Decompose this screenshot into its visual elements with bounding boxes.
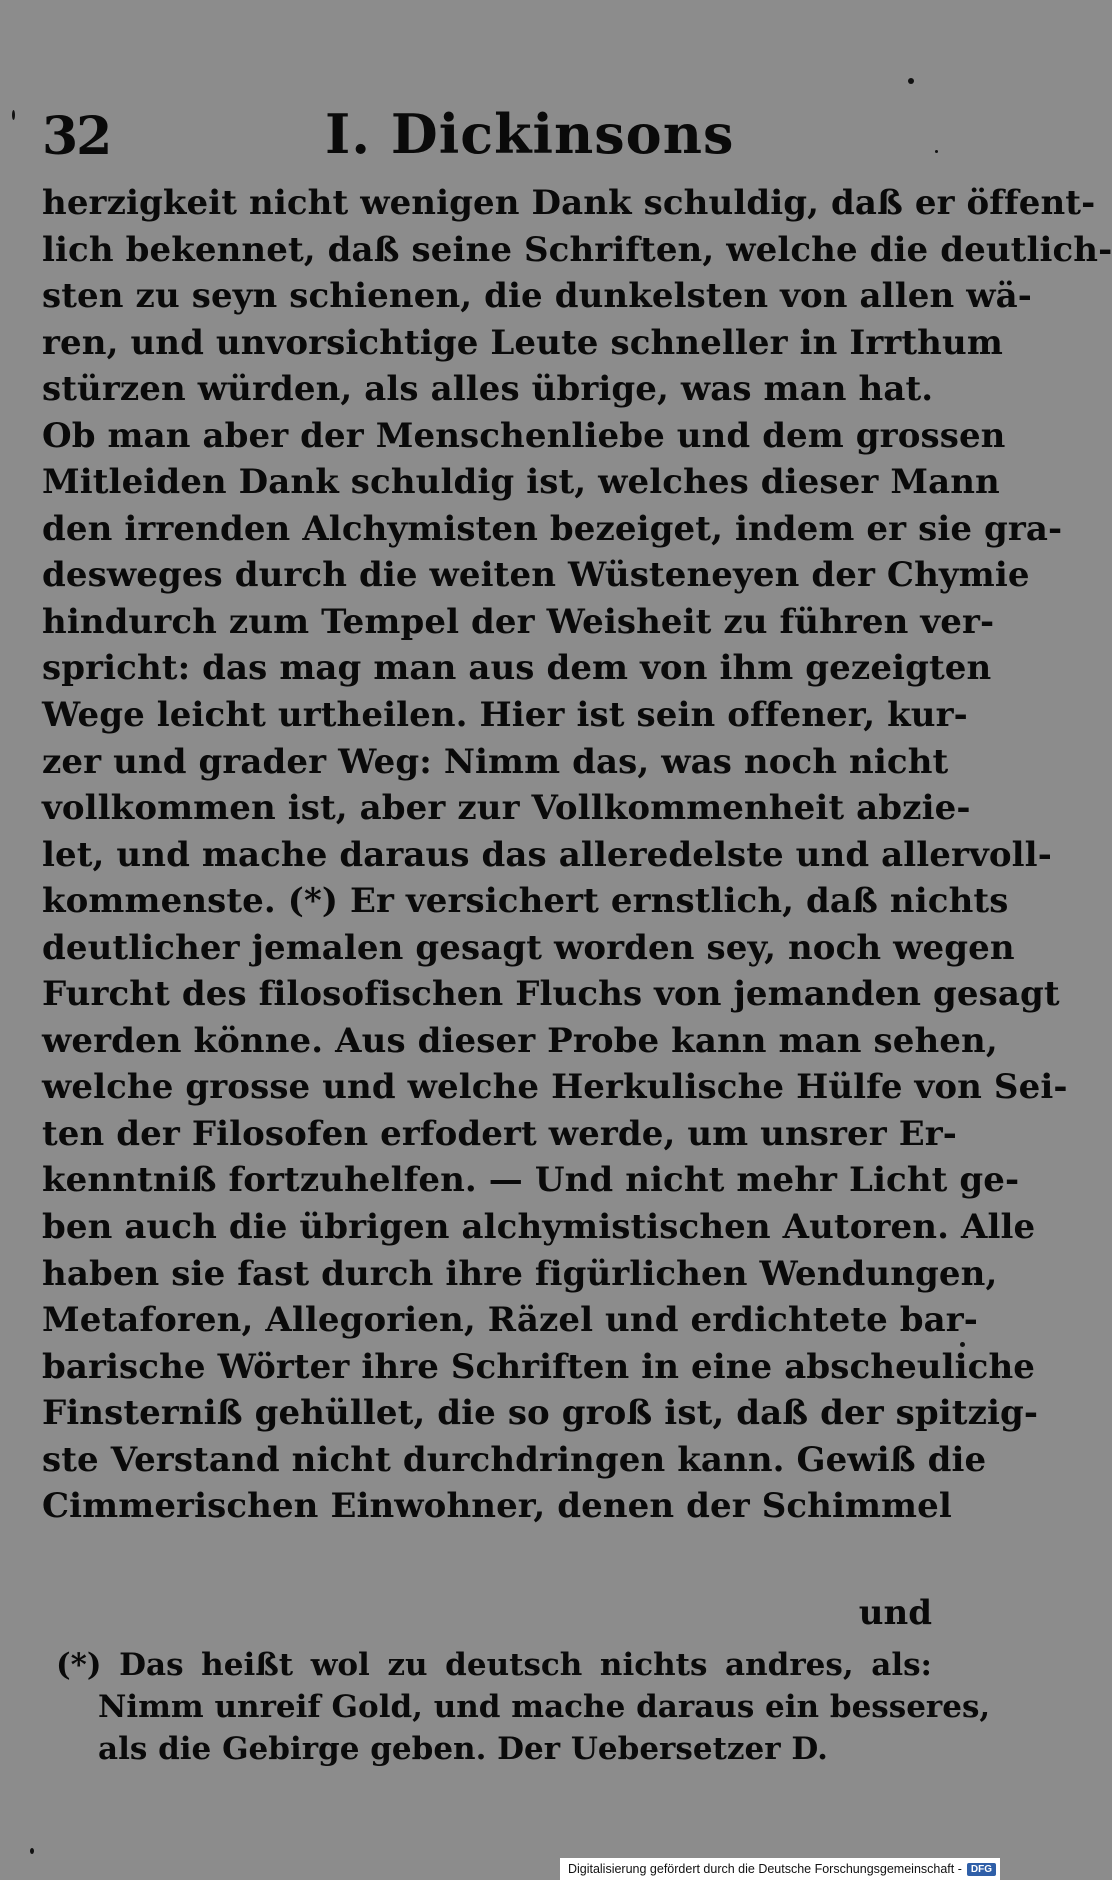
text-line: let, und mache daraus das alleredelste und allervoll- bbox=[42, 834, 1052, 875]
text-line: den irrenden Alchymisten bezeiget, indem er sie gra- bbox=[42, 508, 1063, 549]
scan-speck bbox=[12, 110, 15, 120]
text-line: haben sie fast durch ihre figürlichen Wendungen, bbox=[42, 1253, 998, 1294]
text-line: deutlicher jemalen gesagt worden sey, noch wegen bbox=[42, 927, 1015, 968]
footnote bbox=[56, 1644, 991, 1770]
running-title: I. Dickinsons bbox=[325, 102, 735, 166]
text-line: werden könne. Aus dieser Probe kann man sehen, bbox=[42, 1020, 998, 1061]
text-line: hindurch zum Tempel der Weisheit zu führen ver- bbox=[42, 601, 995, 642]
text-line: spricht: das mag man aus dem von ihm gezeigten bbox=[42, 648, 992, 689]
text-line: welche grosse und welche Herkulische Hülfe von Sei- bbox=[42, 1067, 1068, 1108]
text-line: Metaforen, Allegorien, Räzel und erdichtete bar- bbox=[42, 1300, 978, 1341]
text-line: vollkommen ist, aber zur Vollkommenheit abzie- bbox=[42, 788, 971, 829]
text-line: barische Wörter ihre Schriften in eine abscheuliche bbox=[42, 1346, 1036, 1387]
text-line: ten der Filosofen erfodert werde, um unsrer Er- bbox=[42, 1113, 957, 1154]
text-line: Wege leicht urtheilen. Hier ist sein offener, kur- bbox=[42, 695, 968, 736]
text-line: zer und grader Weg: Nimm das, was noch nicht bbox=[42, 741, 949, 782]
scan-speck bbox=[908, 78, 914, 84]
catchword: und bbox=[858, 1593, 932, 1633]
digitization-credit bbox=[560, 1858, 1000, 1880]
text-line: ren, und unvorsichtige Leute schneller in Irrthum bbox=[42, 322, 1003, 363]
text-line: ben auch die übrigen alchymistischen Autoren. Alle bbox=[42, 1207, 1036, 1248]
text-line: Finsterniß gehüllet, die so groß ist, daß der spitzig- bbox=[42, 1393, 1039, 1434]
text-line: Ob man aber der Menschenliebe und dem grossen bbox=[42, 415, 1006, 456]
credit-text: Digitalisierung gefördert durch die Deutsche Forschungsgemeinschaft - bbox=[567, 1862, 962, 1876]
text-line: kenntniß fortzuhelfen. — Und nicht mehr Licht ge- bbox=[42, 1160, 1020, 1201]
text-line: herzigkeit nicht wenigen Dank schuldig, daß er öffent- bbox=[42, 183, 1096, 223]
scan-speck bbox=[960, 1342, 965, 1347]
text-line: sten zu seyn schienen, die dunkelsten von allen wä- bbox=[42, 276, 1032, 317]
dfg-logo: DFG bbox=[967, 1863, 996, 1876]
text-line: kommenste. (*) Er versichert ernstlich, daß nichts bbox=[42, 881, 1009, 922]
body-text bbox=[42, 180, 1112, 1530]
footnote-line: als die Gebirge geben. Der Uebersetzer D. bbox=[98, 1731, 828, 1767]
scan-speck bbox=[935, 150, 938, 153]
text-line: Cimmerischen Einwohner, denen der Schimmel bbox=[42, 1486, 952, 1527]
footnote-line: Nimm unreif Gold, und mache daraus ein besseres, bbox=[98, 1689, 991, 1725]
text-line: Furcht des filosofischen Fluchs von jemanden gesagt bbox=[42, 974, 1060, 1015]
page-number: 32 bbox=[42, 106, 111, 167]
text-line: Mitleiden Dank schuldig ist, welches dieser Mann bbox=[42, 462, 1000, 503]
text-line: desweges durch die weiten Wüsteneyen der Chymie bbox=[42, 555, 1030, 596]
text-line: ste Verstand nicht durchdringen kann. Gewiß die bbox=[42, 1439, 987, 1480]
scan-speck bbox=[30, 1848, 34, 1854]
page-header bbox=[42, 92, 942, 172]
text-line: lich bekennet, daß seine Schriften, welche die deutlich- bbox=[42, 229, 1112, 270]
text-line: stürzen würden, als alles übrige, was man hat. bbox=[42, 369, 934, 410]
footnote-line: (*) Das heißt wol zu deutsch nichts andres, als: bbox=[56, 1647, 932, 1683]
